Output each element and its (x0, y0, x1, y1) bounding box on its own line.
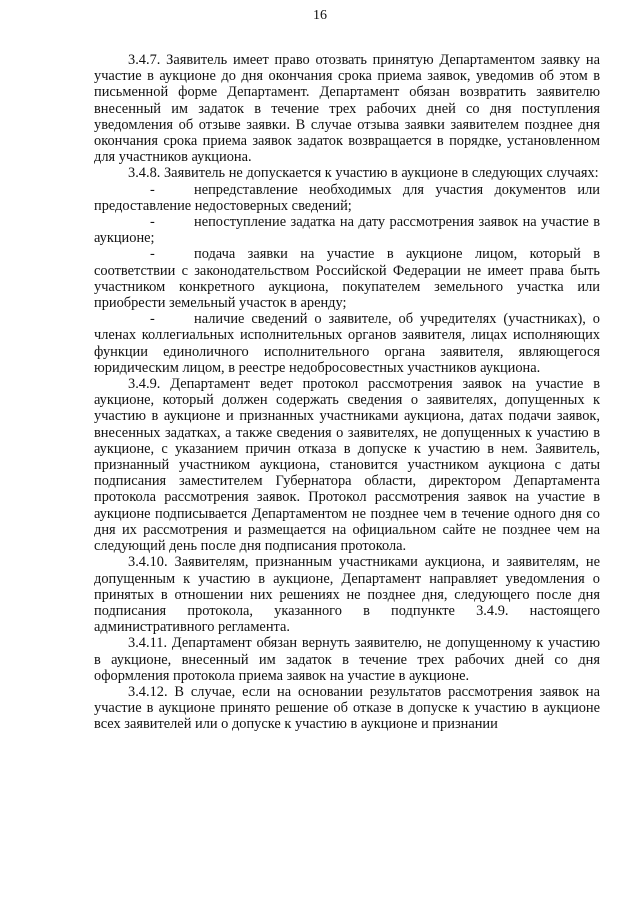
paragraph-3-4-7: 3.4.7. Заявитель имеет право отозвать принятую Департаментом заявку на участие в аукционе до дня окончания срока приема заявок, уведомив об этом в письменной форме Департамент. Департамент обязан возвратить заявителю внесенный им задаток в течение трех рабочих дней со дня поступления уведомления об отзыве заявки. В случае отзыва заявки заявителем позднее дня окончания срока приема заявок задаток возвращается в порядке, установленном для участников аукциона. (94, 52, 600, 166)
list-item-text: подача заявки на участие в аукционе лицом, который в соответствии с законодательством Российской Федерации не имеет права быть участником конкретного аукциона, покупателем земельного участка или приобрести земельный участок в аренду; (94, 246, 600, 312)
list-item (94, 246, 600, 311)
dash-marker: - (150, 214, 155, 231)
dash-marker: - (150, 181, 155, 198)
paragraph-3-4-11: 3.4.11. Департамент обязан вернуть заявителю, не допущенному к участию в аукционе, внесенный им задаток в течение трех рабочих дней со дня оформления протокола приема заявок на участие в аукционе. (94, 635, 600, 684)
list-item (94, 311, 600, 376)
paragraph-3-4-9: 3.4.9. Департамент ведет протокол рассмотрения заявок на участие в аукционе, который должен содержать сведения о заявителях, допущенных к участию в аукционе и признанных участниками аукциона, датах подачи заявок, внесенных задатках, а также сведения о заявителях, не допущенных к участию в аукционе, с указанием причин отказа в допуске к участию в нем. Заявитель, признанный участником аукциона, становится участником аукциона с даты подписания заместителем Губернатора области, директором Департамента протокола рассмотрения заявок. Протокол рассмотрения заявок на участие в аукционе подписывается Департаментом не позднее чем в течение одного дня со дня их рассмотрения и размещается на официальном сайте не позднее чем на следующий день после дня подписания протокола. (94, 376, 600, 555)
document-body (94, 52, 600, 733)
list-item-text: непредставление необходимых для участия документов или предоставление недостоверных сведений; (94, 181, 600, 214)
list-item (94, 182, 600, 214)
paragraph-3-4-8: 3.4.8. Заявитель не допускается к участию в аукционе в следующих случаях: (128, 165, 599, 182)
paragraph-3-4-12: 3.4.12. В случае, если на основании результатов рассмотрения заявок на участие в аукционе принято решение об отказе в допуске к участию в аукционе всех заявителей или о допуске к участию в аукционе и признании (94, 683, 600, 733)
list-item-text: наличие сведений о заявителе, об учредителях (участниках), о членах коллегиальных исполнительных органов заявителя, лицах исполняющих функции единоличного исполнительного органа заявителя, являющегося юридическим лицом, в реестре недобросовестных участников аукциона. (94, 311, 600, 376)
dash-marker: - (150, 311, 155, 328)
page-number: 16 (313, 8, 327, 23)
dash-marker: - (150, 246, 155, 263)
list-item-text: непоступление задатка на дату рассмотрения заявок на участие в аукционе; (94, 214, 600, 247)
paragraph-3-4-10: 3.4.10. Заявителям, признанным участниками аукциона, и заявителям, не допущенным к участию в аукционе, Департамент направляет уведомления о принятых в отношении них решениях не позднее дня, следующего после дня подписания протокола, указанного в подпункте 3.4.9. настоящего административного регламента. (94, 554, 600, 636)
list-item (94, 214, 600, 246)
